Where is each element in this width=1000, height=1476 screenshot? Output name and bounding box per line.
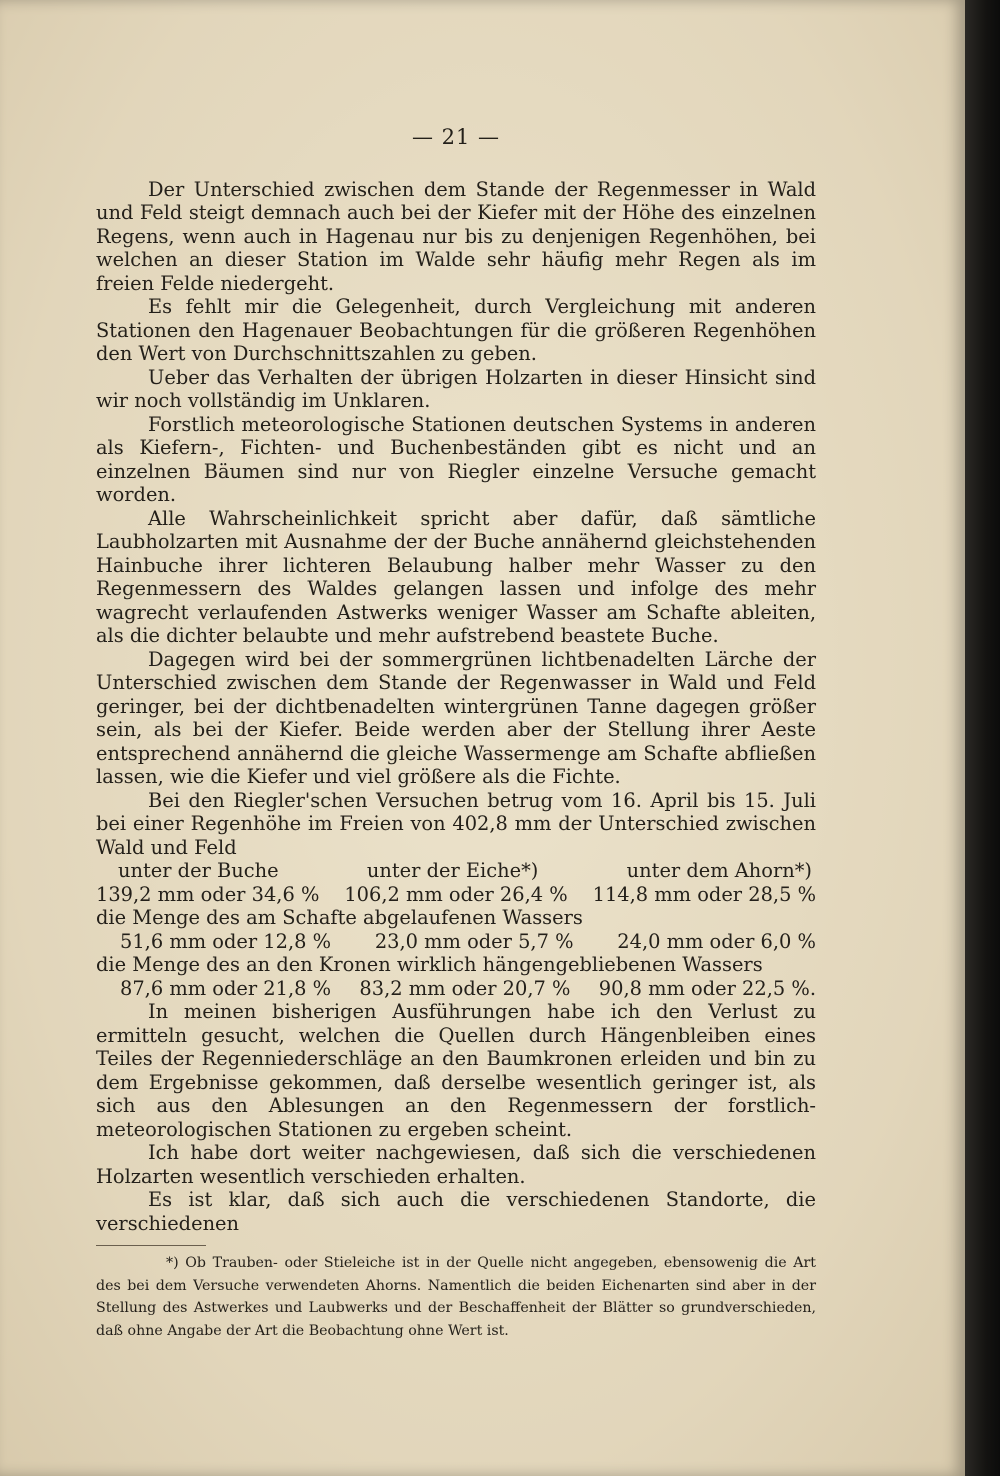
table-cell: 114,8 mm oder 28,5 %	[592, 882, 816, 906]
table-cell: 106,2 mm oder 26,4 %	[344, 882, 568, 906]
paragraph: In meinen bisherigen Ausführungen habe ich den Verlust zu ermitteln gesucht, welchen die Quellen durch Hängenbleiben eines Teiles der Regenniederschläge an den Baumkronen erleiden und bin zu dem Ergebnisse gekommen, daß derselbe wesentlich geringer ist, als sich aus den Ablesungen an den Regenmessern der forstlich-meteorologischen Stationen zu ergeben scheint.	[96, 1000, 816, 1141]
table-row-label: die Menge des an den Kronen wirklich hängengebliebenen Wassers	[96, 953, 763, 976]
paragraph: Alle Wahrscheinlichkeit spricht aber dafür, daß sämtliche Laubholzarten mit Ausnahme der der Buche annähernd gleichstehenden Hainbuche ihrer lichteren Belaubung halber mehr Wasser zu den Regenmessern des Waldes gelangen lassen und infolge des mehr wagrecht verlaufenden Astwerks weniger Wasser am Schafte ableiten, als die dichter belaubte und mehr aufstrebend beastete Buche.	[96, 506, 816, 647]
page-number: — 21 —	[411, 125, 501, 149]
table-header-row	[96, 859, 816, 883]
table-cell: 23,0 mm oder 5,7 %	[374, 929, 574, 953]
paragraph: Der Unterschied zwischen dem Stande der Regenmesser in Wald und Feld steigt demnach auch bei der Kiefer mit der Höhe des einzelnen Regens, wenn auch in Hagenau nur bis zu denjenigen Regenhöhen, bei welchen an dieser Station im Walde sehr häufig mehr Regen als im freien Felde niedergeht.	[96, 177, 816, 295]
paragraph: Es ist klar, daß sich auch die verschiedenen Standorte, die verschiedenen	[96, 1188, 816, 1235]
paragraph: Es fehlt mir die Gelegenheit, durch Vergleichung mit anderen Stationen den Hagenauer Beobachtungen für die größeren Regenhöhen den Wert von Durchschnittszahlen zu geben.	[96, 295, 816, 365]
table-cell: 83,2 mm oder 20,7 %	[359, 976, 571, 1000]
table-row-label: die Menge des am Schafte abgelaufenen Wassers	[96, 906, 583, 929]
table-header: unter der Buche	[118, 859, 279, 882]
page-content	[96, 126, 816, 1342]
table-cell: 90,8 mm oder 22,5 %.	[598, 976, 816, 1000]
table-row	[96, 977, 816, 1001]
paragraph: Bei den Riegler'schen Versuchen betrug vom 16. April bis 15. Juli bei einer Regenhöhe im Freien von 402,8 mm der Unterschied zwischen Wald und Feld	[96, 788, 816, 859]
paragraph: Ueber das Verhalten der übrigen Holzarten in dieser Hinsicht sind wir noch vollständig im Unklaren.	[96, 365, 816, 412]
book-spine	[965, 0, 1000, 1476]
table-cell: 51,6 mm oder 12,8 %	[120, 929, 332, 953]
paragraph: Forstlich meteorologische Stationen deutschen Systems in anderen als Kiefern-, Fichten- und Buchenbeständen gibt es nicht und an einzelnen Bäumen sind nur von Riegler einzelne Versuche gemacht worden.	[96, 412, 816, 506]
table-cell: 139,2 mm oder 34,6 %	[96, 882, 320, 906]
table-header: unter dem Ahorn*)	[626, 859, 812, 882]
paragraph: Dagegen wird bei der sommergrünen lichtbenadelten Lärche der Unterschied zwischen dem Stande der Regenwasser in Wald und Feld geringer, bei der dichtbenadelten wintergrünen Tanne dagegen größer sein, als bei der Kiefer. Beide werden aber der Stellung ihrer Aeste entsprechend annähernd die gleiche Wassermenge am Schafte abfließen lassen, wie die Kiefer und viel größere als die Fichte.	[96, 647, 816, 788]
table-row	[96, 930, 816, 954]
table-header: unter der Eiche*)	[366, 859, 539, 882]
table-cell: 87,6 mm oder 21,8 %	[120, 976, 332, 1000]
footnote-divider	[96, 1245, 206, 1246]
footnote: *) Ob Trauben- oder Stieleiche ist in der Quelle nicht angegeben, ebensowenig die Art des bei dem Versuche verwendeten Ahorns. Namentlich die beiden Eichenarten sind aber in der Stellung des Astwerkes und Laubwerks und der Beschaffenheit der Blätter so grundverschieden, daß ohne Angabe der Art die Beobachtung ohne Wert ist.	[96, 1255, 816, 1339]
table-row	[96, 883, 816, 907]
paragraph: Ich habe dort weiter nachgewiesen, daß sich die verschiedenen Holzarten wesentlich verschieden erhalten.	[96, 1141, 816, 1188]
table-cell: 24,0 mm oder 6,0 %	[617, 929, 816, 953]
